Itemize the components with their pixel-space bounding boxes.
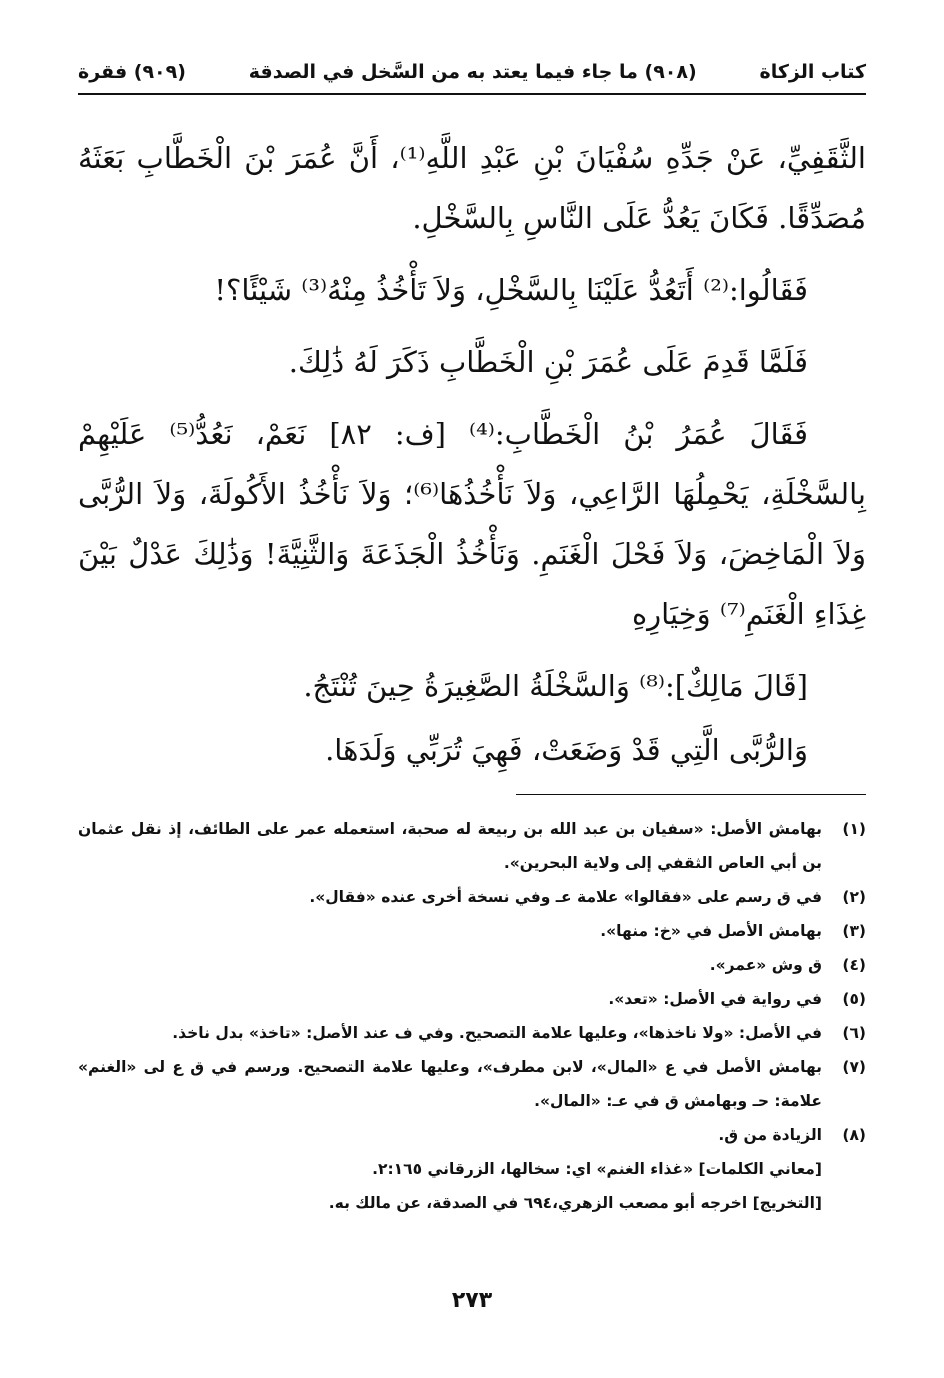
footnote-text: الزيادة من ق. — [718, 1126, 822, 1144]
footnote — [78, 1118, 866, 1152]
footnote-text: بهامش الأصل في ع «المال»، لابن مطرف»، وعليها علامة التصحيح. ورسم في ق ع لى «الغنم» علامة: حـ وبهامش ق في عـ: «المال». — [78, 1058, 822, 1110]
header-chapter-title: (٩٠٨) ما جاء فيما يعتد به من السَّخل في الصدقة — [248, 61, 697, 83]
footnote — [78, 1016, 866, 1050]
glossary-text: «غذاء الغنم» اي: سخالها، الزرقاني ٢:١٦٥. — [372, 1160, 694, 1178]
glossary-label: [معاني الكلمات] — [698, 1160, 822, 1178]
paragraph-6: وَالرُّبَّى الَّتِي قَدْ وَضَعَتْ، فَهِيَ تُرَبِّي وَلَدَهَا. — [325, 733, 808, 767]
footnote — [78, 982, 866, 1016]
takhrij-label: [التخريج] — [752, 1194, 822, 1212]
footnote-text: بهامش الأصل: «سفيان بن عبد الله بن ربيعة له صحبة، استعمله عمر على الطائف، إذ نقل عثمان بن أبي العاص الثقفي إلى ولاية البحرين». — [78, 820, 822, 872]
footnotes — [78, 812, 866, 1220]
paragraph-2: فَقَالُوا:⁽²⁾ أَتَعُدُّ عَلَيْنَا بِالسَّخْلِ، وَلاَ تَأْخُذُ مِنْهُ⁽³⁾ شَيْئًا؟! — [214, 273, 808, 307]
footnote-number: (٤) — [842, 956, 866, 974]
footnote — [78, 948, 866, 982]
footnote-text: ق وش «عمر». — [709, 956, 822, 974]
footnote-number: (٨) — [842, 1126, 866, 1144]
footnote — [78, 812, 866, 880]
footnote-text: في الأصل: «ولا ناخذها»، وعليها علامة التصحيح. وفي ف عند الأصل: «تاخذ» بدل ناخذ. — [172, 1024, 822, 1042]
glossary-note — [78, 1152, 866, 1186]
footnote-number: (٦) — [842, 1024, 866, 1042]
footnote-number: (٧) — [842, 1058, 866, 1076]
footnote — [78, 914, 866, 948]
header-divider — [78, 93, 866, 95]
header-paragraph-number: (٩٠٩) فقرة — [78, 61, 186, 83]
running-header — [78, 52, 866, 92]
paragraph-4: فَقَالَ عُمَرُ بْنُ الْخَطَّابِ:⁽⁴⁾ [ف: ٨٢] نَعَمْ، نَعُدُّ⁽⁵⁾ عَلَيْهِمْ بِالسَّخْلَةِ، يَحْمِلُهَا الرَّاعِي، وَلاَ نَأْخُذُهَا⁽⁶⁾؛ وَلاَ نَأْخُذُ الأَكُولَةَ، وَلاَ الرُّبَّى وَلاَ الْمَاخِضَ، وَلاَ فَحْلَ الْغَنَمِ. وَنَأْخُذُ الْجَذَعَةَ وَالثَّنِيَّةَ! وَذَٰلِكَ عَدْلٌ بَيْنَ غِذَاءِ الْغَنَمِ⁽⁷⁾ وَخِيَارِهِ — [78, 417, 867, 631]
paragraph-3: فَلَمَّا قَدِمَ عَلَى عُمَرَ بْنِ الْخَطَّابِ ذَكَرَ لَهُ ذَٰلِكَ. — [288, 345, 808, 379]
header-book-title: كتاب الزكاة — [759, 61, 866, 83]
paragraph-5: [قَالَ مَالِكٌ]:⁽⁸⁾ وَالسَّخْلَةُ الصَّغِيرَةُ حِينَ تُنْتَجُ. — [303, 669, 808, 703]
footnote-divider — [516, 794, 866, 795]
footnote — [78, 1050, 866, 1118]
footnote — [78, 880, 866, 914]
footnote-text: في رواية في الأصل: «تعد». — [608, 990, 822, 1008]
footnote-text: في ق رسم على «فقالوا» علامة عـ وفي نسخة أخرى عنده «فقال». — [309, 888, 822, 906]
footnote-number: (١) — [842, 820, 866, 838]
footnote-number: (٣) — [842, 922, 866, 940]
main-text — [78, 128, 866, 792]
footnote-number: (٢) — [842, 888, 866, 906]
page-number: ٢٧٣ — [451, 1288, 493, 1313]
footnote-number: (٥) — [842, 990, 866, 1008]
paragraph-1: الثَّقَفِيِّ، عَنْ جَدِّهِ سُفْيَانَ بْنِ عَبْدِ اللَّهِ⁽¹⁾، أَنَّ عُمَرَ بْنَ الْخَطَّابِ بَعَثَهُ مُصَدِّقًا. فَكَانَ يَعُدُّ عَلَى النَّاسِ بِالسَّخْلِ. — [78, 141, 866, 235]
takhrij-text: اخرجه أبو مصعب الزهري،٦٩٤ في الصدقة، عن مالك به. — [328, 1194, 748, 1212]
footnote-text: بهامش الأصل في «خ: منها». — [600, 922, 822, 940]
takhrij-note — [78, 1186, 866, 1220]
